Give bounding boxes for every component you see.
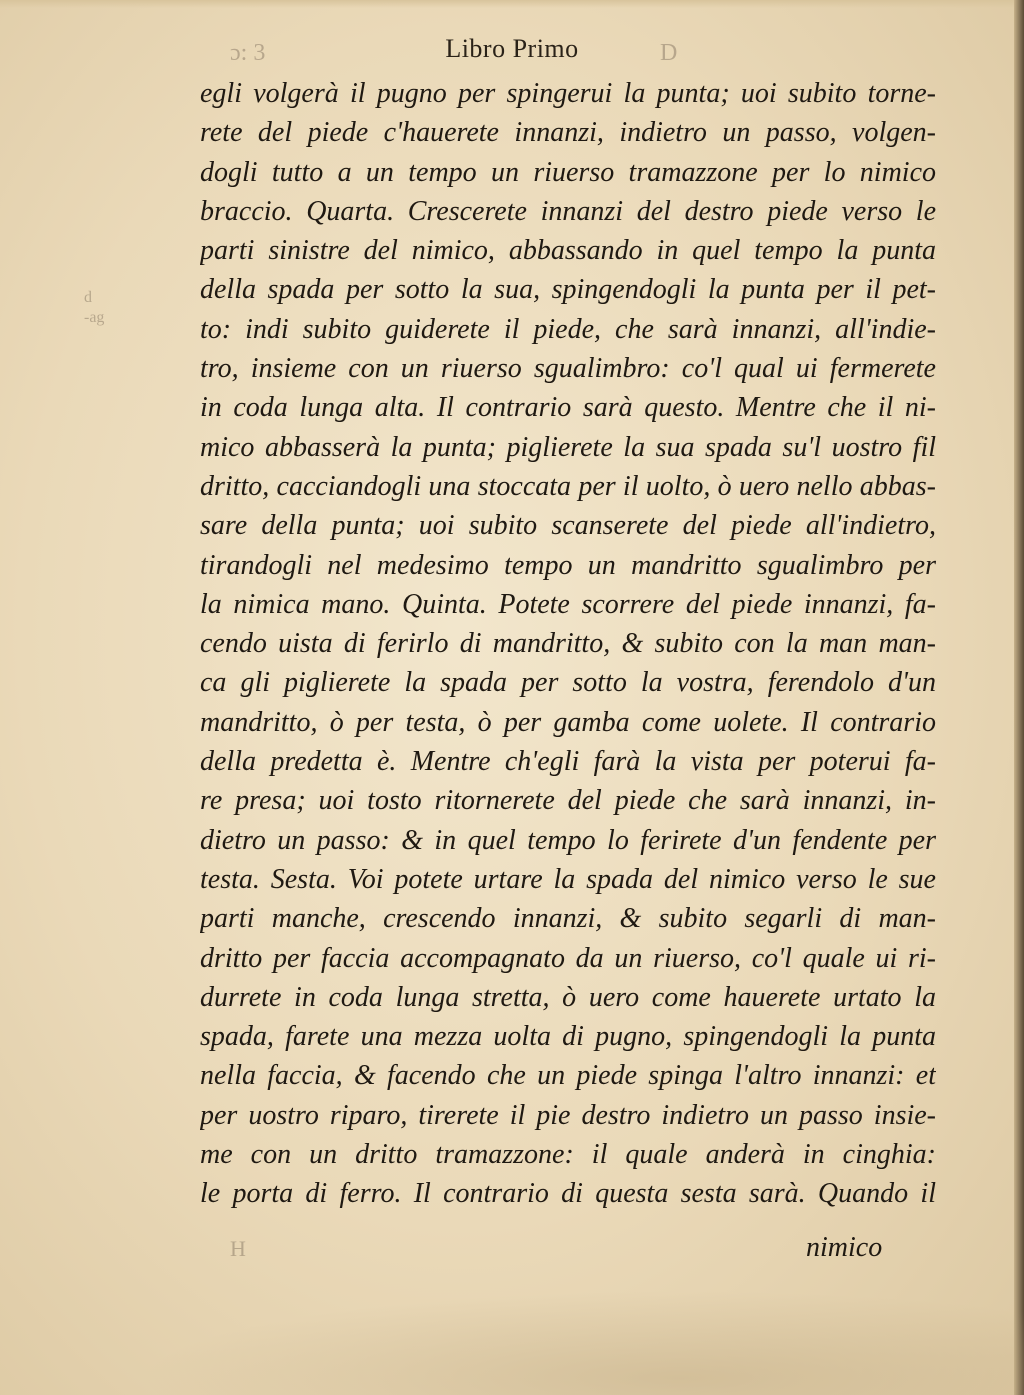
text-line: della spada per sotto la sua, spingendogli la punta per il pet- [200, 274, 936, 306]
ink-offset-top-right: D [660, 40, 678, 66]
text-line: to: indi subito guiderete il piede, che sarà innanzi, all'indie- [200, 313, 936, 345]
text-line: parti manche, crescendo innanzi, & subito segarli di man- [200, 903, 936, 935]
page-binding-edge [1014, 0, 1024, 1395]
text-line: spada, farete una mezza uolta di pugno, spingendogli la punta [200, 1021, 936, 1053]
text-line: nella faccia, & facendo che un piede spinga l'altro innanzi: et [200, 1060, 936, 1092]
text-line: mandritto, ò per testa, ò per gamba come uolete. Il contrario [200, 706, 936, 738]
ink-offset-bottom: H [230, 1236, 246, 1261]
text-line: le porta di ferro. Il contrario di questa sesta sarà. Quando il [200, 1178, 936, 1210]
ink-offset-margin [84, 288, 104, 328]
text-line: durrete in coda lunga stretta, ò uero come hauerete urtato la [200, 981, 936, 1013]
text-line: cendo uista di ferirlo di mandritto, & subito con la man man- [200, 628, 936, 660]
ink-offset-margin-line: d [84, 289, 92, 306]
page-top-edge [0, 0, 1024, 8]
text-line: ca gli piglierete la spada per sotto la vostra, ferendolo d'un [200, 667, 936, 699]
text-line: dietro un passo: & in quel tempo lo ferirete d'un fendente per [200, 824, 936, 856]
text-line: parti sinistre del nimico, abbassando in quel tempo la punta [200, 235, 936, 267]
paper-stain [140, 1290, 1024, 1395]
text-line: braccio. Quarta. Crescerete innanzi del destro piede verso le [200, 195, 936, 227]
ink-offset-margin-line: -ag [84, 309, 105, 326]
text-line: per uostro riparo, tirerete il pie destro indietro un passo insie- [200, 1099, 936, 1131]
text-line: in coda lunga alta. Il contrario sarà questo. Mentre che il ni- [200, 392, 936, 424]
ink-offset-top-left: ɔ: 3 [230, 40, 266, 66]
text-line: re presa; uoi tosto ritornerete del piede che sarà innanzi, in- [200, 785, 936, 817]
text-line: me con un dritto tramazzone: il quale anderà in cinghia: [200, 1139, 936, 1171]
text-line: mico abbasserà la punta; piglierete la sua spada su'l uostro fil [200, 431, 936, 463]
text-line: tirandogli nel medesimo tempo un mandritto sgualimbro per [200, 549, 936, 581]
text-line: tro, insieme con un riuerso sgualimbro: co'l qual ui fermerete [200, 353, 936, 385]
text-line: dritto per faccia accompagnato da un riuerso, co'l quale ui ri- [200, 942, 936, 974]
text-line: rete del piede c'hauerete innanzi, indietro un passo, volgen- [200, 117, 936, 149]
text-line: dogli tutto a un tempo un riuerso tramazzone per lo nimico [200, 156, 936, 188]
body-text [200, 74, 936, 1214]
text-line: testa. Sesta. Voi potete urtare la spada del nimico verso le sue [200, 863, 936, 895]
running-header: Libro Primo [445, 34, 579, 63]
text-line: della predetta è. Mentre ch'egli farà la vista per poterui fa- [200, 746, 936, 778]
text-line: la nimica mano. Quinta. Potete scorrere del piede innanzi, fa- [200, 588, 936, 620]
text-line: dritto, cacciandogli una stoccata per il uolto, ò uero nello abbas- [200, 470, 936, 502]
text-line: sare della punta; uoi subito scanserete del piede all'indietro, [200, 510, 936, 542]
text-line: egli volgerà il pugno per spingerui la punta; uoi subito torne- [200, 78, 936, 109]
catchword: nimico [806, 1232, 883, 1263]
